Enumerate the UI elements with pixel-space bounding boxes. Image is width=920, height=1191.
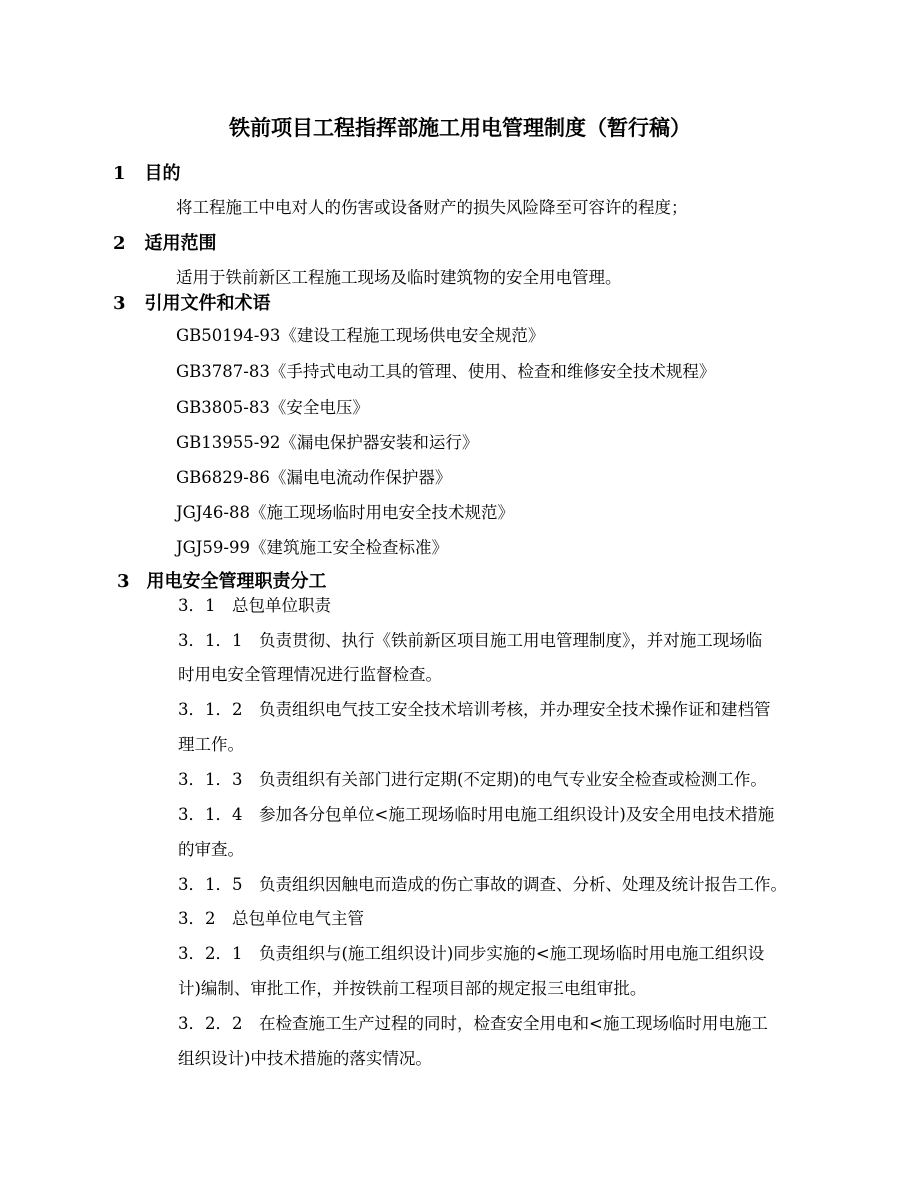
paragraph-line: 3．1．3 负责组织有关部门进行定期(不定期)的电气专业安全检查或检测工作。 [178, 770, 767, 789]
section-4-heading [117, 573, 327, 591]
section-1-heading [113, 165, 181, 183]
section-2-heading [113, 235, 217, 253]
paragraph-line: 3．1 总包单位职责 [178, 596, 331, 615]
paragraph-line: 3．1．2 负责组织电气技工安全技术培训考核，并办理安全技术操作证和建档管 [178, 700, 771, 719]
paragraph-line: 3．2 总包单位电气主管 [178, 909, 364, 928]
paragraph-line: 计)编制、审批工作，并按铁前工程项目部的规定报三电组审批。 [178, 979, 647, 998]
section-title: 用电安全管理职责分工 [146, 571, 327, 592]
reference-item: GB13955-92《漏电保护器安装和运行》 [176, 433, 479, 452]
reference-item: GB3787-83《手持式电动工具的管理、使用、检查和维修安全技术规程》 [176, 362, 716, 381]
reference-item: JGJ59-99《建筑施工安全检查标准》 [176, 538, 448, 557]
paragraph-line: 3．1．1 负责贯彻、执行《铁前新区项目施工用电管理制度》，并对施工现场临 [178, 631, 763, 650]
reference-item: GB50194-93《建设工程施工现场供电安全规范》 [176, 326, 545, 345]
paragraph-line: 3．1．5 负责组织因触电而造成的伤亡事故的调查、分析、处理及统计报告工作。 [178, 875, 787, 894]
paragraph-line: 3．2．2 在检查施工生产过程的同时，检查安全用电和<施工现场临时用电施工 [178, 1014, 768, 1033]
section-3-heading [113, 295, 271, 313]
paragraph-line: 3．1．4 参加各分包单位<施工现场临时用电施工组织设计)及安全用电技术措施 [178, 805, 775, 824]
reference-item: GB6829-86《漏电电流动作保护器》 [176, 468, 452, 487]
section-title: 适用范围 [144, 233, 217, 254]
paragraph-line: 3．2．1 负责组织与(施工组织设计)同步实施的<施工现场临时用电施工组织设 [178, 944, 765, 963]
section-number: 2 [113, 233, 126, 254]
paragraph-line: 时用电安全管理情况进行监督检查。 [178, 665, 442, 684]
section-title: 引用文件和术语 [144, 293, 271, 314]
document-title: 铁前项目工程指挥部施工用电管理制度（暂行稿） [229, 115, 691, 140]
reference-item: GB3805-83《安全电压》 [176, 398, 369, 417]
section-number: 3 [117, 571, 130, 592]
paragraph-line: 的审查。 [178, 840, 244, 859]
paragraph-line: 理工作。 [178, 735, 244, 754]
paragraph-line: 组织设计)中技术措施的落实情况。 [178, 1049, 432, 1068]
section-number: 3 [113, 293, 126, 314]
section-title: 目的 [144, 163, 181, 184]
section-1-text: 将工程施工中电对人的伤害或设备财产的损失风险降至可容许的程度； [176, 198, 688, 217]
section-number: 1 [113, 163, 126, 184]
reference-item: JGJ46-88《施工现场临时用电安全技术规范》 [176, 503, 514, 522]
section-2-text: 适用于铁前新区工程施工现场及临时建筑物的安全用电管理。 [176, 268, 622, 287]
